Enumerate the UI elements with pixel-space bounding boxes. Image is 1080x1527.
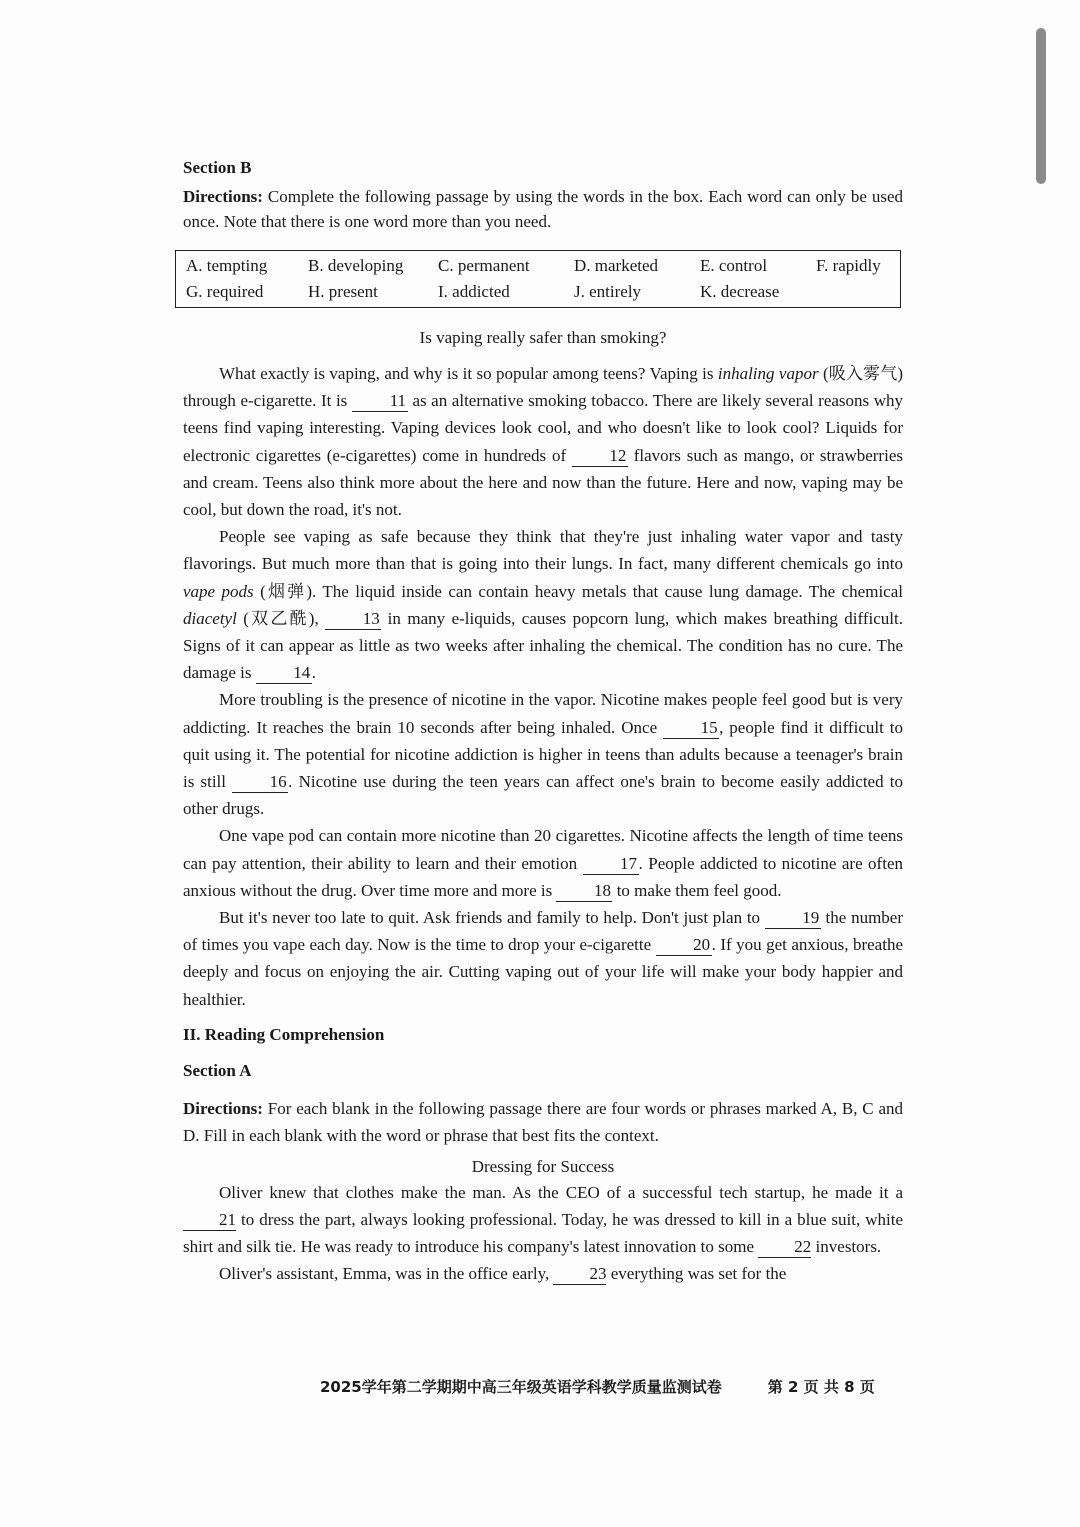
blank-11: 11 — [352, 391, 408, 412]
word-option: K. decrease — [700, 282, 780, 301]
exam-page — [183, 150, 903, 1288]
blank-20: 20 — [656, 935, 712, 956]
section-a-heading: Section A — [183, 1060, 252, 1080]
blank-12: 12 — [572, 446, 628, 467]
word-box — [175, 250, 901, 308]
scrollbar[interactable] — [1036, 28, 1046, 184]
passage-title: Is vaping really safer than smoking? — [419, 328, 667, 347]
paragraph: What exactly is vaping, and why is it so popular among teens? Vaping is inhaling vapor (吸入雾气) through e-cigarette. It is 11 as an alternative smoking tobacco. There are likely several reasons why teens find vaping interesting. Vaping devices look cool, and who doesn't like to look cool? Liquids for electronic cigarettes (e-cigarettes) come in hundreds of 12 flavors such as mango, or strawberries and cream. Teens also think more about the here and now than the future. Here and now, vaping may be cool, but down the road, it's not. — [183, 364, 904, 520]
paragraph: Oliver knew that clothes make the man. As the CEO of a successful tech startup, he made it a 21 to dress the part, always looking professional. Today, he was dressed to kill in a blue suit, white shirt and silk tie. He was ready to introduce his company's latest innovation to some 22 investors. — [183, 1182, 903, 1257]
word-option: J. entirely — [574, 282, 642, 301]
section-a-directions — [183, 1095, 903, 1149]
word-option: A. tempting — [186, 256, 268, 275]
paragraph: Oliver's assistant, Emma, was in the office early, 23 everything was set for the — [219, 1264, 787, 1284]
blank-19: 19 — [765, 908, 821, 929]
word-option: D. marketed — [574, 256, 659, 275]
exam-title: 2025学年第二学期期中高三年级英语学科教学质量监测试卷 — [320, 1378, 722, 1396]
blank-15: 15 — [663, 718, 719, 739]
paragraph: More troubling is the presence of nicotine in the vapor. Nicotine makes people feel good but is very addicting. It reaches the brain 10 seconds after being inhaled. Once 15, people find it difficult to quit using it. The potential for nicotine addiction is higher in teens than adults because a teenager's brain is still 16. Nicotine use during the teen years can affect one's brain to become easily addicted to other drugs. — [183, 690, 904, 819]
blank-18: 18 — [556, 881, 612, 902]
directions-label: Directions: — [183, 187, 263, 206]
page-footer — [320, 1376, 875, 1397]
part-2-heading: II. Reading Comprehension — [183, 1024, 385, 1044]
word-box-row — [176, 279, 900, 305]
blank-14: 14 — [256, 663, 312, 684]
blank-21: 21 — [183, 1210, 236, 1231]
directions-text: For each blank in the following passage there are four words or phrases marked A, B, C and D. Fill in each blank with the word or phrase that best fits the context. — [183, 1098, 903, 1145]
word-option: G. required — [186, 282, 264, 301]
passage-title: Dressing for Success — [471, 1156, 615, 1176]
blank-23: 23 — [553, 1264, 606, 1285]
paragraph: One vape pod can contain more nicotine than 20 cigarettes. Nicotine affects the length of time teens can pay attention, their ability to learn and their emotion 17. People addicted to nicotine are often anxious without the drug. Over time more and more is 18 to make them feel good. — [183, 826, 903, 900]
word-option: B. developing — [308, 256, 404, 275]
word-option: F. rapidly — [816, 256, 881, 275]
section-b-directions — [183, 184, 903, 234]
directions-label: Directions: — [183, 1098, 263, 1118]
paragraph: But it's never too late to quit. Ask friends and family to help. Don't just plan to 19 the number of times you vape each day. Now is the time to drop your e-cigarette 20. If you get anxious, breathe deeply and focus on enjoying the air. Cutting vaping out of your life will make your body happier and healthier. — [183, 908, 903, 1009]
blank-13: 13 — [325, 609, 381, 630]
word-option: C. permanent — [438, 256, 530, 275]
word-box-row — [176, 253, 900, 279]
page-number: 第 2 页 共 8 页 — [767, 1378, 875, 1396]
section-b-heading: Section B — [183, 158, 252, 177]
word-option: H. present — [308, 282, 378, 301]
directions-text: Complete the following passage by using the words in the box. Each word can only be used once. Note that there is one word more than you need. — [183, 187, 903, 231]
word-option: I. addicted — [438, 282, 510, 301]
blank-22: 22 — [758, 1237, 811, 1258]
blank-17: 17 — [583, 854, 639, 875]
blank-16: 16 — [232, 772, 288, 793]
word-option: E. control — [700, 256, 768, 275]
paragraph: People see vaping as safe because they think that they're just inhaling water vapor and tasty flavorings. But much more than that is going into their lungs. In fact, many different chemicals go into vape pods (烟弹). The liquid inside can contain heavy metals that cause lung damage. The chemical diacetyl (双乙酰), 13 in many e-liquids, causes popcorn lung, which makes breathing difficult. Signs of it can appear as little as two weeks after inhaling the chemical. The condition has no cure. The damage is 14. — [183, 527, 903, 683]
